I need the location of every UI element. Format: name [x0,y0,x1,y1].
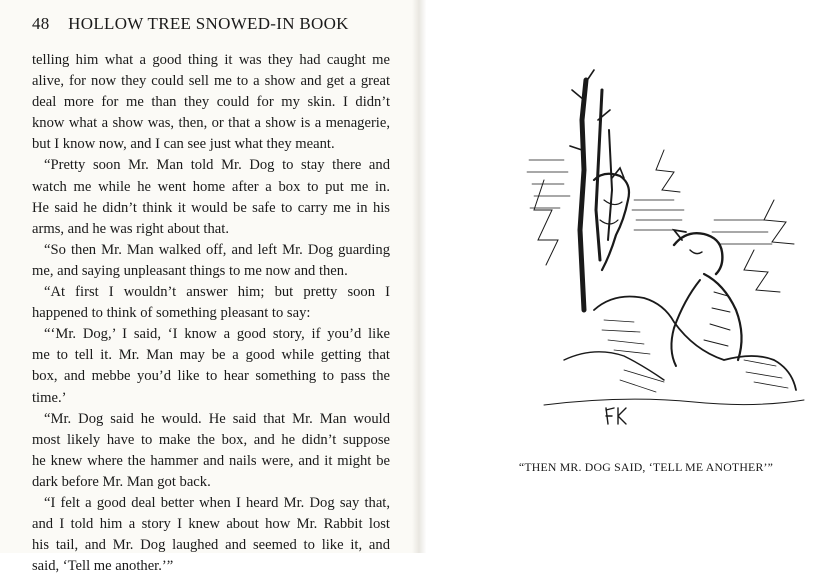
text-line: arms, and he was right about that. [32,220,229,237]
text-line: box, and mebbe you’d like to hear something to pass the [32,368,390,385]
body-text [32,50,390,577]
text-line: happened to think of something pleasant to say: [32,305,311,322]
text-line: me to tell it. Mr. Man may be a good while getting that [32,347,390,364]
text-line: “So then Mr. Man walked off, and left Mr. Dog guarding [44,241,390,258]
text-line: “I felt a good deal better when I heard Mr. Dog say that, [44,494,390,511]
book-gutter [412,0,426,553]
text-line: said, ‘Tell me another.’” [32,558,174,575]
text-line: “‘Mr. Dog,’ I said, ‘I know a good story, if you’d like [44,326,390,343]
text-line: time.’ [32,389,67,406]
text-line: most likely have to make the box, and he didn’t suppose [32,431,390,448]
text-line: “Mr. Dog said he would. He said that Mr. Man would [44,410,390,427]
text-line: and I told him a story I knew about how Mr. Rabbit lost [32,516,390,533]
right-page [426,0,831,553]
illustration-caption: “THEN MR. DOG SAID, ‘TELL ME ANOTHER’” [518,460,774,474]
text-line: his tail, and Mr. Dog laughed and seemed to like it, and [32,537,390,554]
text-line: he knew where the hammer and nails were, and it might be [32,452,390,469]
text-line: “At first I wouldn’t answer him; but pretty soon I [44,284,390,301]
text-line: but I know now, and I can see just what they meant. [32,136,335,153]
text-line: alive, for now they could sell me to a show and get a great [32,73,390,90]
text-line: me, and saying unpleasant things to me now and then. [32,262,348,279]
text-line: watch me while he went home after a box to put me in. [32,178,390,195]
dog-in-snowy-woods-drawing-icon [524,60,814,435]
text-line: know what a show was, then, or that a show is a menagerie, [32,115,390,132]
text-line: dark before Mr. Man got back. [32,473,211,490]
text-line: deal more for me than they could for my skin. I didn’t [32,94,390,111]
left-page [0,0,415,575]
text-line: “Pretty soon Mr. Man told Mr. Dog to stay there and [44,157,390,174]
running-head [32,14,392,34]
text-line: He said he didn’t think it would be safe to carry me in his [32,199,390,216]
book-title: HOLLOW TREE SNOWED-IN BOOK [68,14,349,33]
text-line: telling him what a good thing it was they had caught me [32,52,390,68]
page-number: 48 [32,14,50,33]
